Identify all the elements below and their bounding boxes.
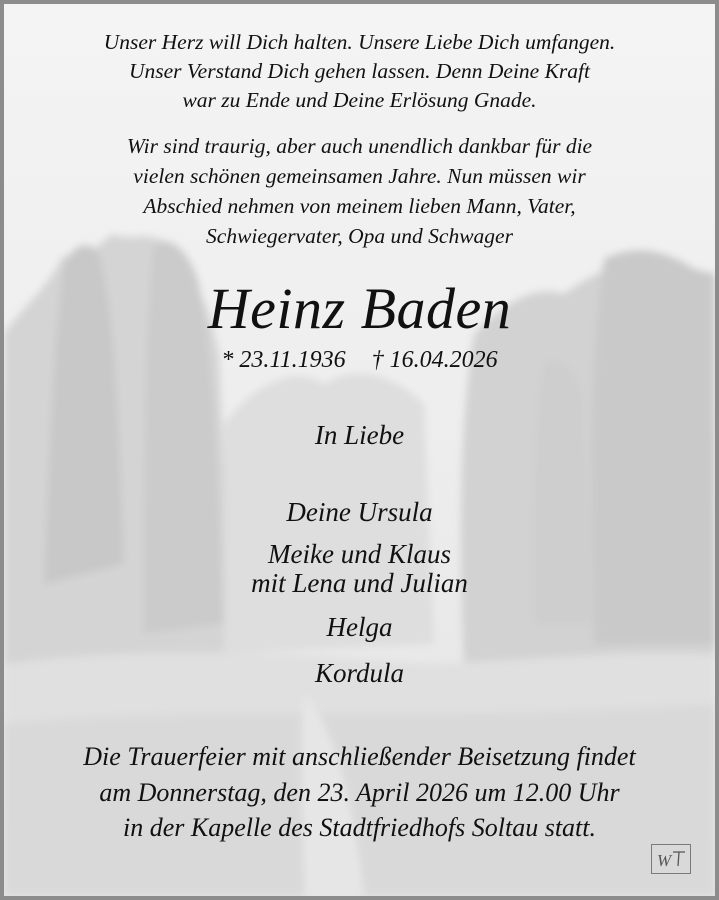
logo-letter: W: [657, 851, 672, 870]
verse-line: Wir sind traurig, aber auch unendlich dankbar für die: [126, 134, 593, 158]
notice-text-area: [4, 4, 715, 896]
birth-date: * 23.11.1936: [221, 347, 346, 373]
death-date: † 16.04.2026: [371, 347, 498, 373]
verse-line: Abschied nehmen von meinem lieben Mann, Vater,: [143, 194, 576, 218]
verse-line: Unser Verstand Dich gehen lassen. Denn Deine Kraft: [129, 59, 590, 83]
mourner-name: Deine Ursula: [286, 497, 433, 527]
publisher-logo: [651, 844, 691, 874]
verse-line: war zu Ende und Deine Erlösung Gnade.: [182, 88, 537, 112]
life-dates: [4, 346, 715, 374]
mourner-name: mit Lena und Julian: [251, 568, 468, 598]
verse-line: vielen schönen gemeinsamen Jahre. Nun müssen wir: [133, 164, 586, 188]
announcement-line: in der Kapelle des Stadtfriedhofs Soltau statt.: [122, 813, 597, 842]
in-love-heading: In Liebe: [314, 420, 405, 450]
mourner-name: Helga: [326, 612, 393, 642]
verse-line: Unser Herz will Dich halten. Unsere Liebe Dich umfangen.: [103, 30, 616, 54]
deceased-name: Heinz Baden: [207, 276, 512, 341]
verse-line: Schwiegervater, Opa und Schwager: [206, 224, 513, 248]
mourner-name: Meike und Klaus: [268, 539, 451, 569]
publisher-logo-icon: [651, 844, 691, 874]
announcement-line: am Donnerstag, den 23. April 2026 um 12.00 Uhr: [99, 778, 620, 807]
mourner-name: Kordula: [314, 658, 404, 688]
announcement-line: Die Trauerfeier mit anschließender Beisetzung findet: [83, 742, 636, 771]
